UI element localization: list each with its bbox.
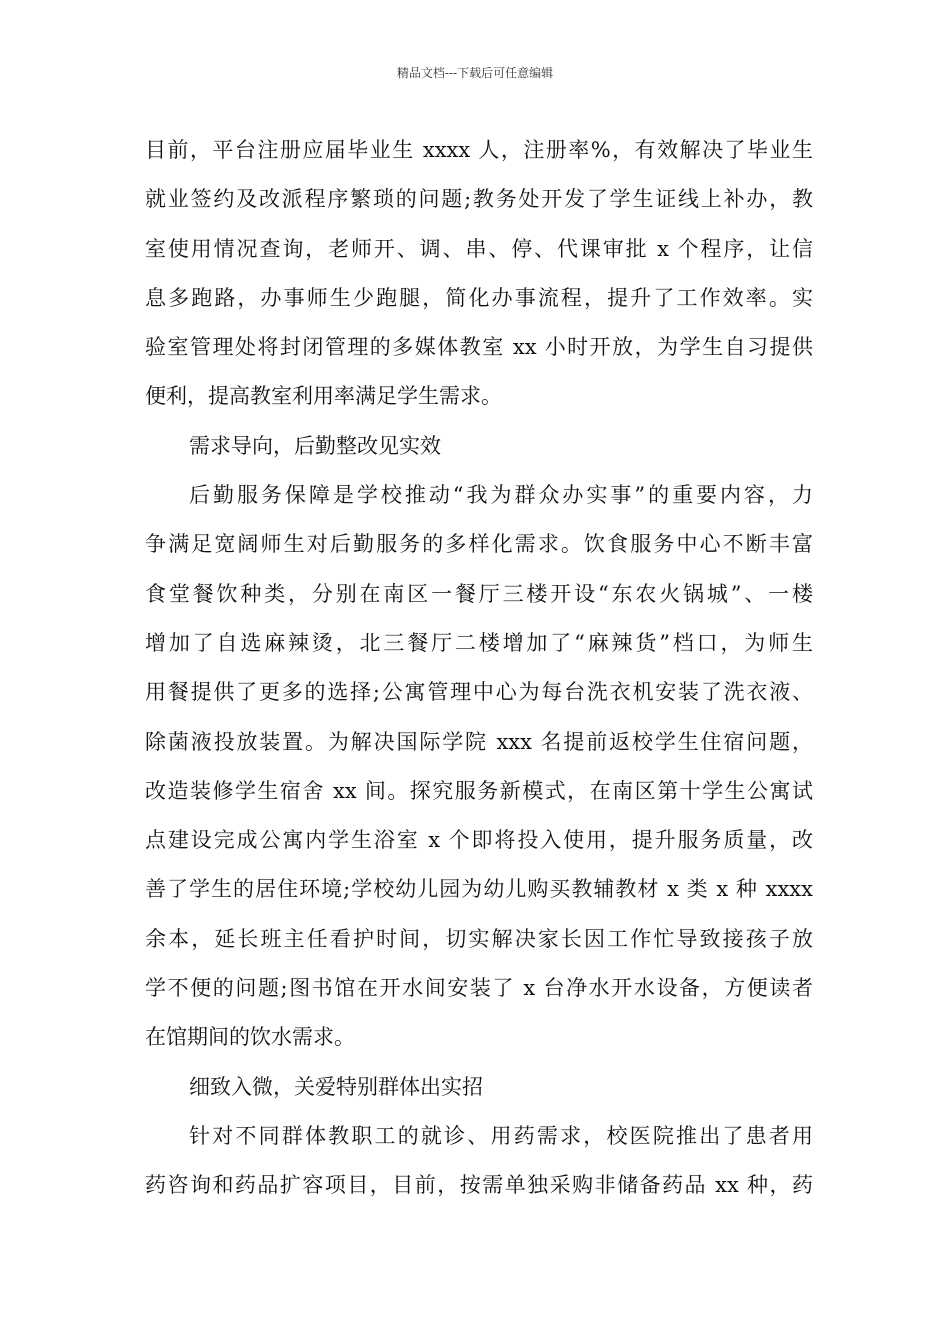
text-line: 后勤服务保障是学校推动“我为群众办实事”的重要内容，力 — [189, 483, 813, 508]
text-line: 药咨询和药品扩容项目，目前，按需单独采购非储备药品 xx 种，药 — [145, 1173, 813, 1198]
text-line: 食堂餐饮种类，分别在南区一餐厅三楼开设“东农火锅城”、一楼 — [145, 581, 813, 606]
section-heading: 需求导向，后勤整改见实效 — [189, 433, 441, 458]
text-line: 点建设完成公寓内学生浴室 x 个即将投入使用，提升服务质量，改 — [145, 828, 813, 853]
text-line: 余本，延长班主任看护时间，切实解决家长因工作忙导致接孩子放 — [145, 926, 813, 951]
text-line: 除菌液投放装置。为解决国际学院 xxx 名提前返校学生住宿问题， — [145, 729, 813, 754]
text-line: 善了学生的居住环境;学校幼儿园为幼儿购买教辅教材 x 类 x 种 xxxx — [145, 877, 813, 902]
text-line: 争满足宽阔师生对后勤服务的多样化需求。饮食服务中心不断丰富 — [145, 532, 813, 557]
text-line: 在馆期间的饮水需求。 — [145, 1025, 355, 1050]
text-line: 学不便的问题;图书馆在开水间安装了 x 台净水开水设备，方便读者 — [145, 976, 813, 1001]
text-line: 用餐提供了更多的选择;公寓管理中心为每台洗衣机安装了洗衣液、 — [145, 680, 813, 705]
text-line: 息多跑路，办事师生少跑腿，简化办事流程，提升了工作效率。实 — [145, 285, 813, 310]
text-line: 针对不同群体教职工的就诊、用药需求，校医院推出了患者用 — [189, 1123, 813, 1148]
document-body — [145, 126, 813, 1211]
text-line: 验室管理处将封闭管理的多媒体教室 xx 小时开放，为学生自习提供 — [145, 335, 813, 360]
text-line: 目前，平台注册应届毕业生 xxxx 人，注册率%，有效解决了毕业生 — [145, 138, 813, 162]
text-line: 增加了自选麻辣烫，北三餐厅二楼增加了“麻辣货”档口，为师生 — [145, 630, 813, 655]
text-line: 就业签约及改派程序繁琐的问题;教务处开发了学生证线上补办，教 — [145, 187, 813, 212]
text-line: 改造装修学生宿舍 xx 间。探究服务新模式，在南区第十学生公寓试 — [145, 778, 813, 803]
section-heading: 细致入微，关爱特别群体出实招 — [189, 1074, 483, 1099]
text-line: 室使用情况查询，老师开、调、串、停、代课审批 x 个程序，让信 — [145, 236, 813, 261]
text-line: 便利，提高教室利用率满足学生需求。 — [145, 384, 502, 409]
page-header: 精品文档---下载后可任意编辑 — [396, 66, 554, 80]
